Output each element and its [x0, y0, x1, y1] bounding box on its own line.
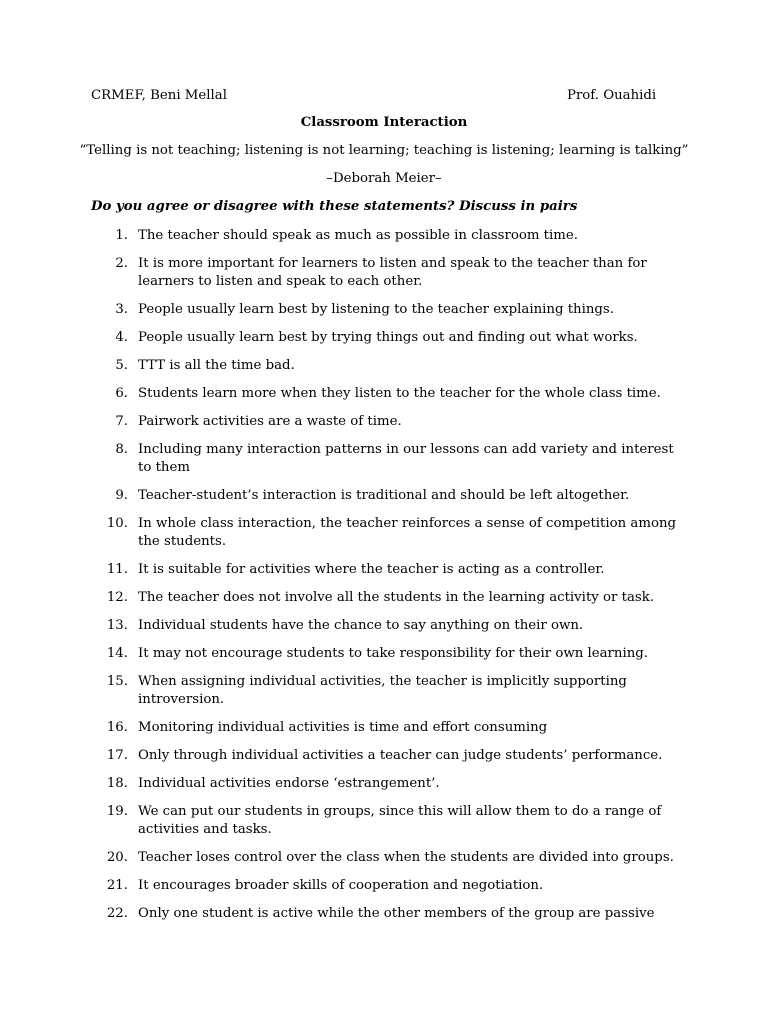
- list-item-number: 12.: [106, 590, 128, 605]
- list-item-text: Students learn more when they listen to the teacher for the whole class time.: [138, 386, 661, 401]
- list-item-text: Individual activities endorse ‘estrangement’.: [138, 776, 440, 791]
- list-item-number: 3.: [115, 302, 128, 317]
- list-item: [0, 747, 768, 765]
- list-item-text: Teacher loses control over the class when the students are divided into groups.: [138, 850, 674, 865]
- list-item-text: Teacher-student’s interaction is traditional and should be left altogether.: [138, 488, 630, 503]
- list-item: [0, 775, 768, 793]
- list-item: [0, 803, 768, 839]
- list-item: [0, 301, 768, 319]
- list-item-text: TTT is all the time bad.: [138, 358, 295, 373]
- list-item-number: 5.: [115, 358, 128, 373]
- list-item-number: 6.: [115, 386, 128, 401]
- list-item-number: 9.: [115, 488, 128, 503]
- list-item-number: 15.: [106, 674, 128, 689]
- list-item: [0, 849, 768, 867]
- list-item-text: People usually learn best by trying things out and finding out what works.: [138, 330, 638, 345]
- author-name: Prof. Ouahidi: [567, 88, 657, 103]
- list-item-number: 18.: [106, 776, 128, 791]
- list-item-text: We can put our students in groups, since this will allow them to do a range of activities and tasks.: [138, 804, 662, 837]
- list-item: [0, 617, 768, 635]
- list-item: [0, 515, 768, 551]
- list-item: [0, 905, 768, 923]
- list-item-number: 14.: [106, 646, 128, 661]
- list-item-text: People usually learn best by listening to the teacher explaining things.: [138, 302, 614, 317]
- list-item-number: 8.: [115, 442, 128, 457]
- quote-attribution: –Deborah Meier–: [326, 171, 442, 186]
- list-item-text: Including many interaction patterns in our lessons can add variety and interest to them: [138, 442, 674, 475]
- list-item-number: 11.: [106, 562, 128, 577]
- list-item-text: When assigning individual activities, the teacher is implicitly supporting introversion.: [138, 674, 627, 707]
- list-item: [0, 441, 768, 477]
- list-item: [0, 645, 768, 663]
- list-item: [0, 719, 768, 737]
- list-item-number: 7.: [115, 414, 128, 429]
- list-item: [0, 561, 768, 579]
- list-item-number: 1.: [115, 228, 128, 243]
- list-item-text: Monitoring individual activities is time and effort consuming: [138, 720, 548, 735]
- list-item: [0, 589, 768, 607]
- list-item: [0, 487, 768, 505]
- list-item-text: The teacher does not involve all the students in the learning activity or task.: [138, 590, 654, 605]
- list-item-text: It encourages broader skills of cooperation and negotiation.: [138, 878, 544, 893]
- list-item-number: 4.: [115, 330, 128, 345]
- list-item-text: It is more important for learners to listen and speak to the teacher than for learners to listen and speak to each other.: [138, 256, 647, 289]
- list-item-number: 22.: [106, 906, 128, 921]
- list-item-number: 16.: [106, 720, 128, 735]
- list-item-text: In whole class interaction, the teacher reinforces a sense of competition among the students.: [138, 516, 677, 549]
- list-item-text: Only through individual activities a teacher can judge students’ performance.: [138, 748, 663, 763]
- statement-list: [0, 227, 768, 933]
- list-item-number: 10.: [106, 516, 128, 531]
- list-item-number: 17.: [106, 748, 128, 763]
- list-item: [0, 877, 768, 895]
- list-item: [0, 413, 768, 431]
- discussion-instruction: Do you agree or disagree with these statements? Discuss in pairs: [91, 199, 578, 214]
- epigraph-quote: “Telling is not teaching; listening is not learning; teaching is listening; learning is talking”: [79, 143, 689, 158]
- list-item-number: 20.: [106, 850, 128, 865]
- list-item: [0, 255, 768, 291]
- list-item-text: It may not encourage students to take responsibility for their own learning.: [138, 646, 649, 661]
- page-title: Classroom Interaction: [300, 115, 468, 130]
- list-item-text: Only one student is active while the other members of the group are passive: [138, 906, 655, 921]
- list-item-number: 19.: [106, 804, 128, 819]
- list-item-text: Pairwork activities are a waste of time.: [138, 414, 402, 429]
- list-item-text: It is suitable for activities where the teacher is acting as a controller.: [138, 562, 605, 577]
- list-item: [0, 357, 768, 375]
- list-item: [0, 673, 768, 709]
- list-item: [0, 329, 768, 347]
- list-item-number: 21.: [106, 878, 128, 893]
- list-item-number: 13.: [106, 618, 128, 633]
- list-item: [0, 227, 768, 245]
- institution-name: CRMEF, Beni Mellal: [91, 88, 227, 103]
- list-item-text: The teacher should speak as much as possible in classroom time.: [138, 228, 578, 243]
- list-item-number: 2.: [115, 256, 128, 271]
- list-item-text: Individual students have the chance to say anything on their own.: [138, 618, 584, 633]
- list-item: [0, 385, 768, 403]
